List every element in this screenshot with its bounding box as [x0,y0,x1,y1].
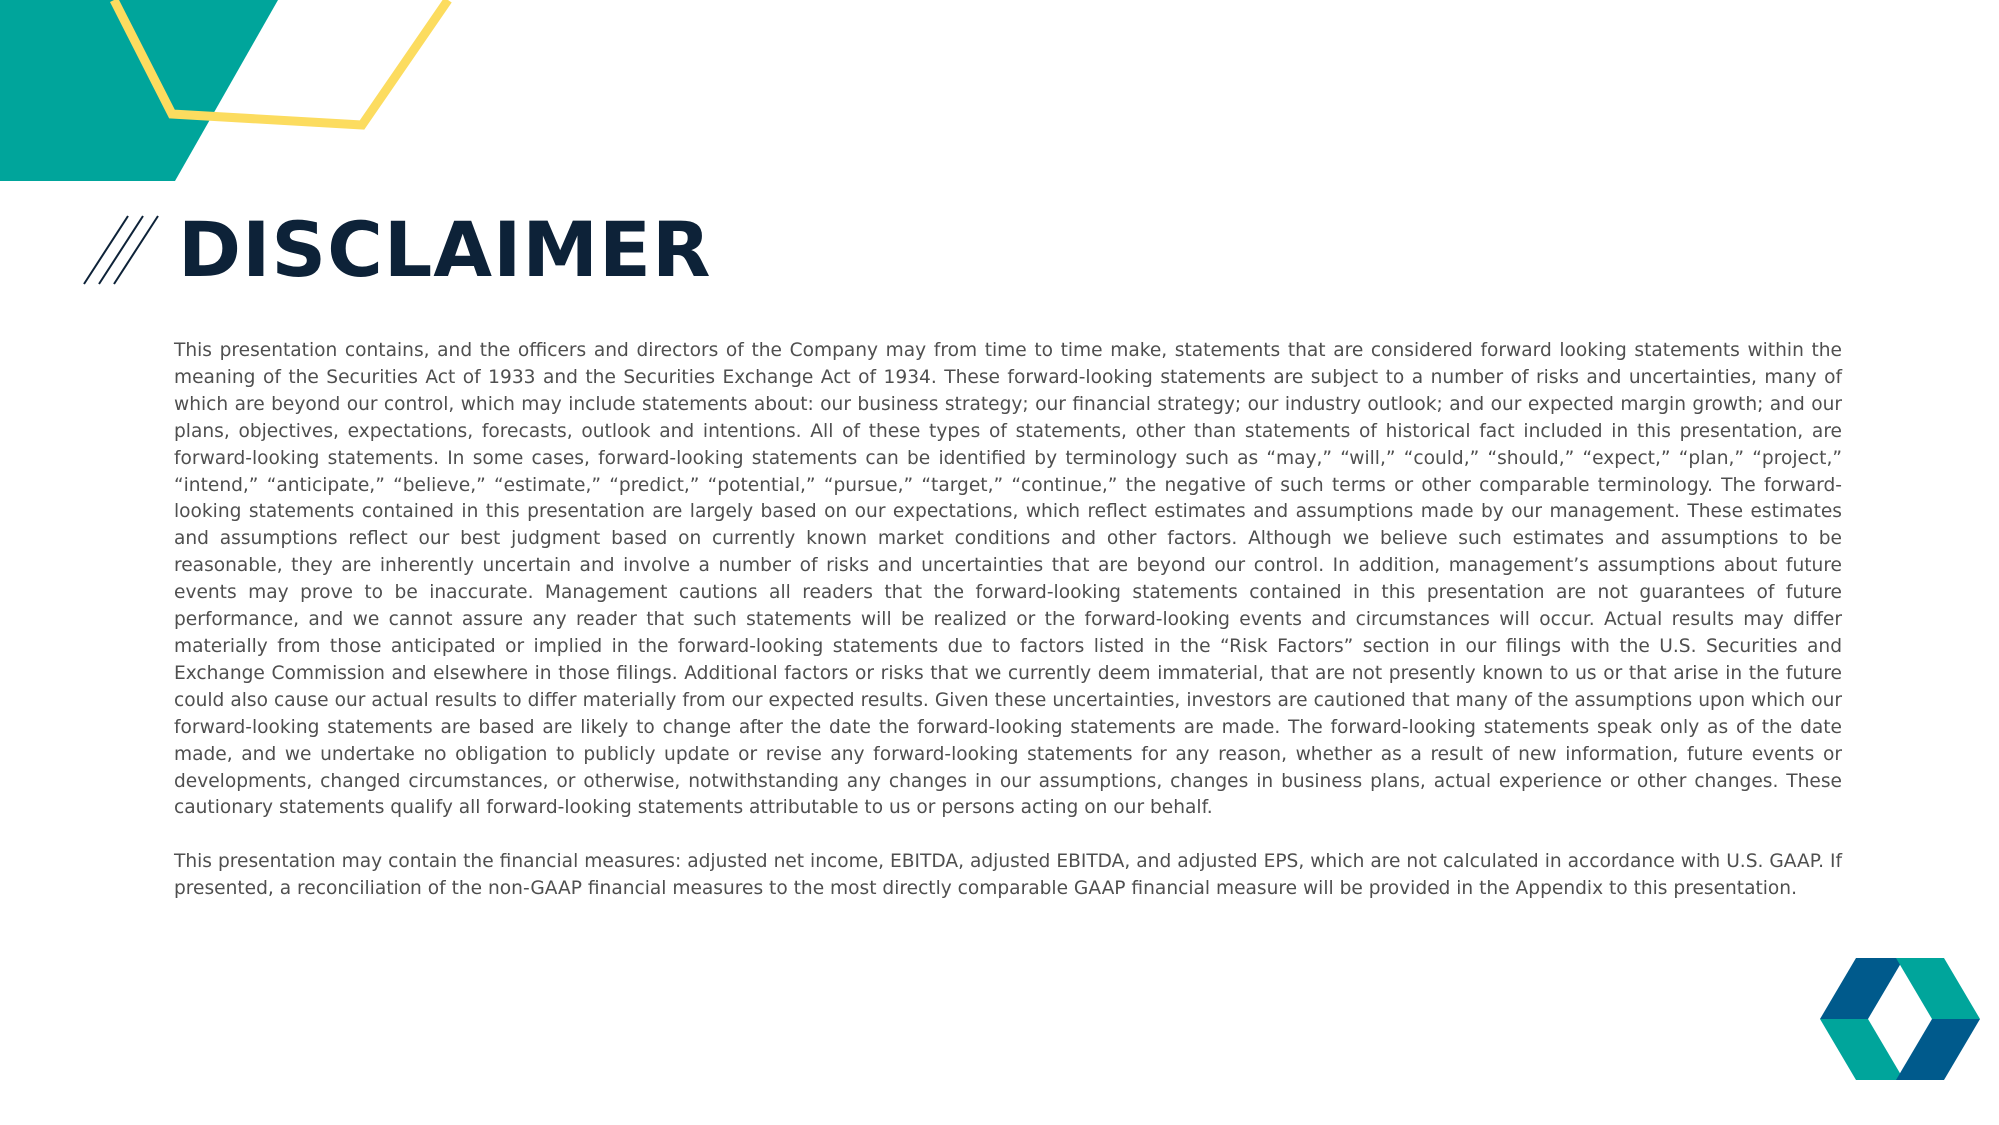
disclaimer-paragraph-non-gaap: This presentation may contain the financial measures: adjusted net income, EBITDA, adjusted EBITDA, and adjusted EPS, which are not calculated in accordance with U.S. GAAP. If presented, a reconciliation of the non-GAAP financial measures to the most directly comparable GAAP financial measure will be provided in the Appendix to this presentation. [174,851,1842,900]
disclaimer-paragraph-forward-looking: This presentation contains, and the officers and directors of the Company may from time to time make, statements that are considered forward looking statements within the meaning of the Securities Act of 1933 and the Securities Exchange Act of 1934. These forward-looking statements are subject to a number of risks and uncertainties, many of which are beyond our control, which may include statements about: our business strategy; our financial strategy; our industry outlook; and our expected margin growth; and our plans, objectives, expectations, forecasts, outlook and intentions. All of these types of statements, other than statements of historical fact included in this presentation, are forward-looking statements. In some cases, forward-looking statements can be identified by terminology such as “may,” “will,” “could,” “should,” “expect,” “plan,” “project,” “intend,” “anticipate,” “believe,” “estimate,” “predict,” “potential,” “pursue,” “target,” “continue,” the negative of such terms or other comparable terminology. The forward-looking statements contained in this presentation are largely based on our expectations, which reflect estimates and assumptions made by our management. These estimates and assumptions reflect our best judgment based on currently known market conditions and other factors. Although we believe such estimates and assumptions to be reasonable, they are inherently uncertain and involve a number of risks and uncertainties that are beyond our control. In addition, management’s assumptions about future events may prove to be inaccurate. Management cautions all readers that the forward-looking statements contained in this presentation are not guarantees of future performance, and we cannot assure any reader that such statements will be realized or the forward-looking events and circumstances will occur. Actual results may differ materially from those anticipated or implied in the forward-looking statements due to factors listed in the “Risk Factors” section in our filings with the U.S. Securities and Exchange Commission and elsewhere in those filings. Additional factors or risks that we currently deem immaterial, that are not presently known to us or that arise in the future could also cause our actual results to differ materially from our expected results. Given these uncertainties, investors are cautioned that many of the assumptions upon which our forward-looking statements are based are likely to change after the date the forward-looking statements are made. The forward-looking statements speak only as of the date made, and we undertake no obligation to publicly update or revise any forward-looking statements for any reason, whether as a result of new information, future events or developments, changed circumstances, or otherwise, notwithstanding any changes in our assumptions, changes in business plans, actual experience or other changes. These cautionary statements qualify all forward-looking statements attributable to us or persons acting on our behalf. [174,340,1842,819]
logo-upper-right [1896,958,1980,1019]
title-row [82,205,712,294]
company-logo-icon [1820,958,1980,1081]
logo-upper-left [1820,958,1904,1019]
page-title: DISCLAIMER [178,205,712,294]
logo-lower-left [1820,1019,1904,1080]
triple-slash-icon [82,214,160,286]
corner-decoration-icon [0,0,470,185]
logo-lower-right [1896,1019,1980,1080]
disclaimer-body [174,338,1842,903]
teal-shape [0,0,278,181]
